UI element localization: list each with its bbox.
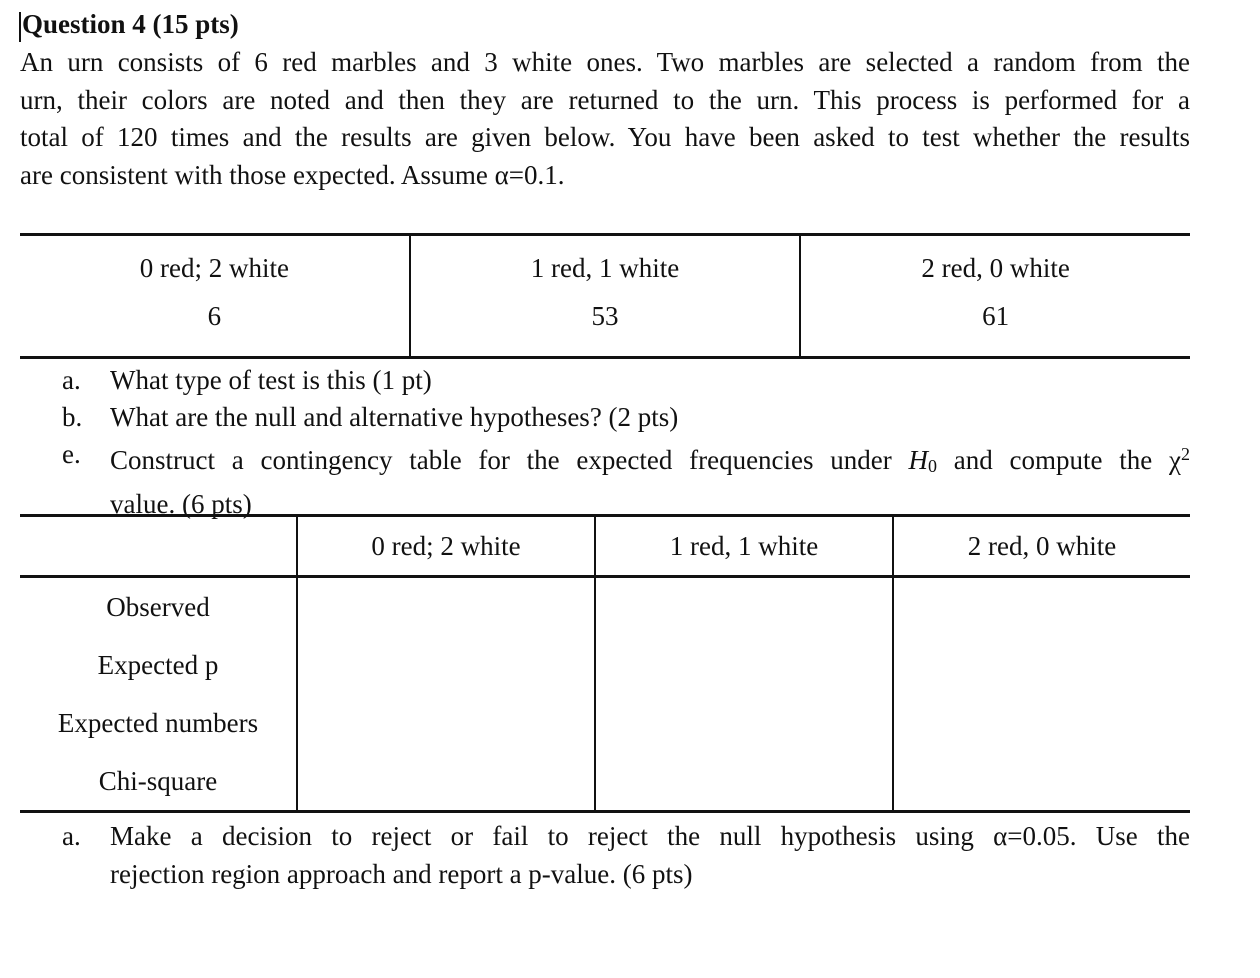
final-part-list bbox=[62, 817, 1190, 893]
table-cell bbox=[595, 636, 893, 694]
observed-results-table bbox=[20, 233, 1190, 359]
list-item bbox=[62, 435, 1190, 523]
question-title: Question 4 (15 pts) bbox=[22, 9, 239, 39]
row-label: Chi-square bbox=[98, 765, 218, 796]
list-item bbox=[62, 361, 1190, 398]
intro-line: An urn consists of 6 red marbles and 3 white ones. Two marbles are selected a random from the bbox=[20, 47, 1190, 77]
table-cell bbox=[297, 577, 595, 637]
table-cell bbox=[893, 694, 1190, 752]
part-text-line: value. (6 pts) bbox=[110, 489, 252, 519]
table-header-cell: 2 red, 0 white bbox=[800, 235, 1190, 300]
part-text-segment: and compute the χ bbox=[937, 445, 1181, 475]
part-text bbox=[110, 435, 1190, 523]
table-row bbox=[20, 636, 1190, 694]
table-header-row bbox=[20, 235, 1190, 300]
intro-line: total of 120 times and the results are given below. You have been asked to test whether the results bbox=[20, 122, 1190, 152]
contingency-table bbox=[20, 514, 1190, 813]
table-row bbox=[20, 694, 1190, 752]
table-header-cell: 1 red, 1 white bbox=[410, 235, 801, 300]
table-cell bbox=[595, 752, 893, 812]
table-cell bbox=[297, 752, 595, 812]
table-header-cell bbox=[20, 516, 297, 577]
table-cell bbox=[893, 577, 1190, 637]
part-text-segment: Construct a contingency table for the expected frequencies under bbox=[110, 445, 909, 475]
part-text-line bbox=[110, 435, 1190, 485]
h-symbol: H bbox=[908, 445, 929, 475]
list-marker: a. bbox=[62, 821, 81, 851]
table-cell: 6 bbox=[207, 301, 222, 331]
table-cell: 53 bbox=[410, 299, 801, 358]
table-cell bbox=[297, 694, 595, 752]
table-header-cell: 0 red; 2 white bbox=[297, 516, 595, 577]
h-subscript: 0 bbox=[928, 456, 938, 476]
part-text-line: rejection region approach and report a p-value. (6 pts) bbox=[110, 859, 693, 889]
table-cell bbox=[595, 694, 893, 752]
list-marker: a. bbox=[62, 365, 81, 395]
table-header-cell: 0 red; 2 white bbox=[139, 253, 289, 283]
part-text-line: Make a decision to reject or fail to reject the null hypothesis using α=0.05. Use the bbox=[110, 821, 1190, 851]
row-label: Observed bbox=[106, 591, 210, 622]
table-header-cell: 2 red, 0 white bbox=[893, 516, 1190, 577]
row-label: Expected p bbox=[97, 649, 219, 680]
list-marker: e. bbox=[62, 439, 81, 469]
table-cell bbox=[297, 636, 595, 694]
list-marker: b. bbox=[62, 402, 83, 432]
table-header-row bbox=[20, 516, 1190, 577]
table-cell bbox=[893, 636, 1190, 694]
part-text: What type of test is this (1 pt) bbox=[110, 365, 432, 395]
part-text bbox=[110, 817, 1190, 893]
list-item bbox=[62, 398, 1190, 435]
table-cell bbox=[893, 752, 1190, 812]
table-row bbox=[20, 577, 1190, 637]
table-row bbox=[20, 752, 1190, 812]
table-row bbox=[20, 299, 1190, 358]
table-cell: 61 bbox=[800, 299, 1190, 358]
chi-superscript: 2 bbox=[1180, 444, 1190, 464]
text-cursor bbox=[19, 12, 21, 42]
table-cell bbox=[595, 577, 893, 637]
table-header-cell: 1 red, 1 white bbox=[595, 516, 893, 577]
question-parts-list bbox=[62, 361, 1190, 523]
question-intro bbox=[20, 44, 1190, 194]
intro-line: are consistent with those expected. Assume α=0.1. bbox=[20, 159, 565, 190]
part-text: What are the null and alternative hypotheses? (2 pts) bbox=[110, 402, 679, 432]
intro-line: urn, their colors are noted and then they are returned to the urn. This process is performed for a bbox=[20, 84, 1190, 115]
row-label: Expected numbers bbox=[57, 707, 259, 738]
list-item bbox=[62, 817, 1190, 893]
